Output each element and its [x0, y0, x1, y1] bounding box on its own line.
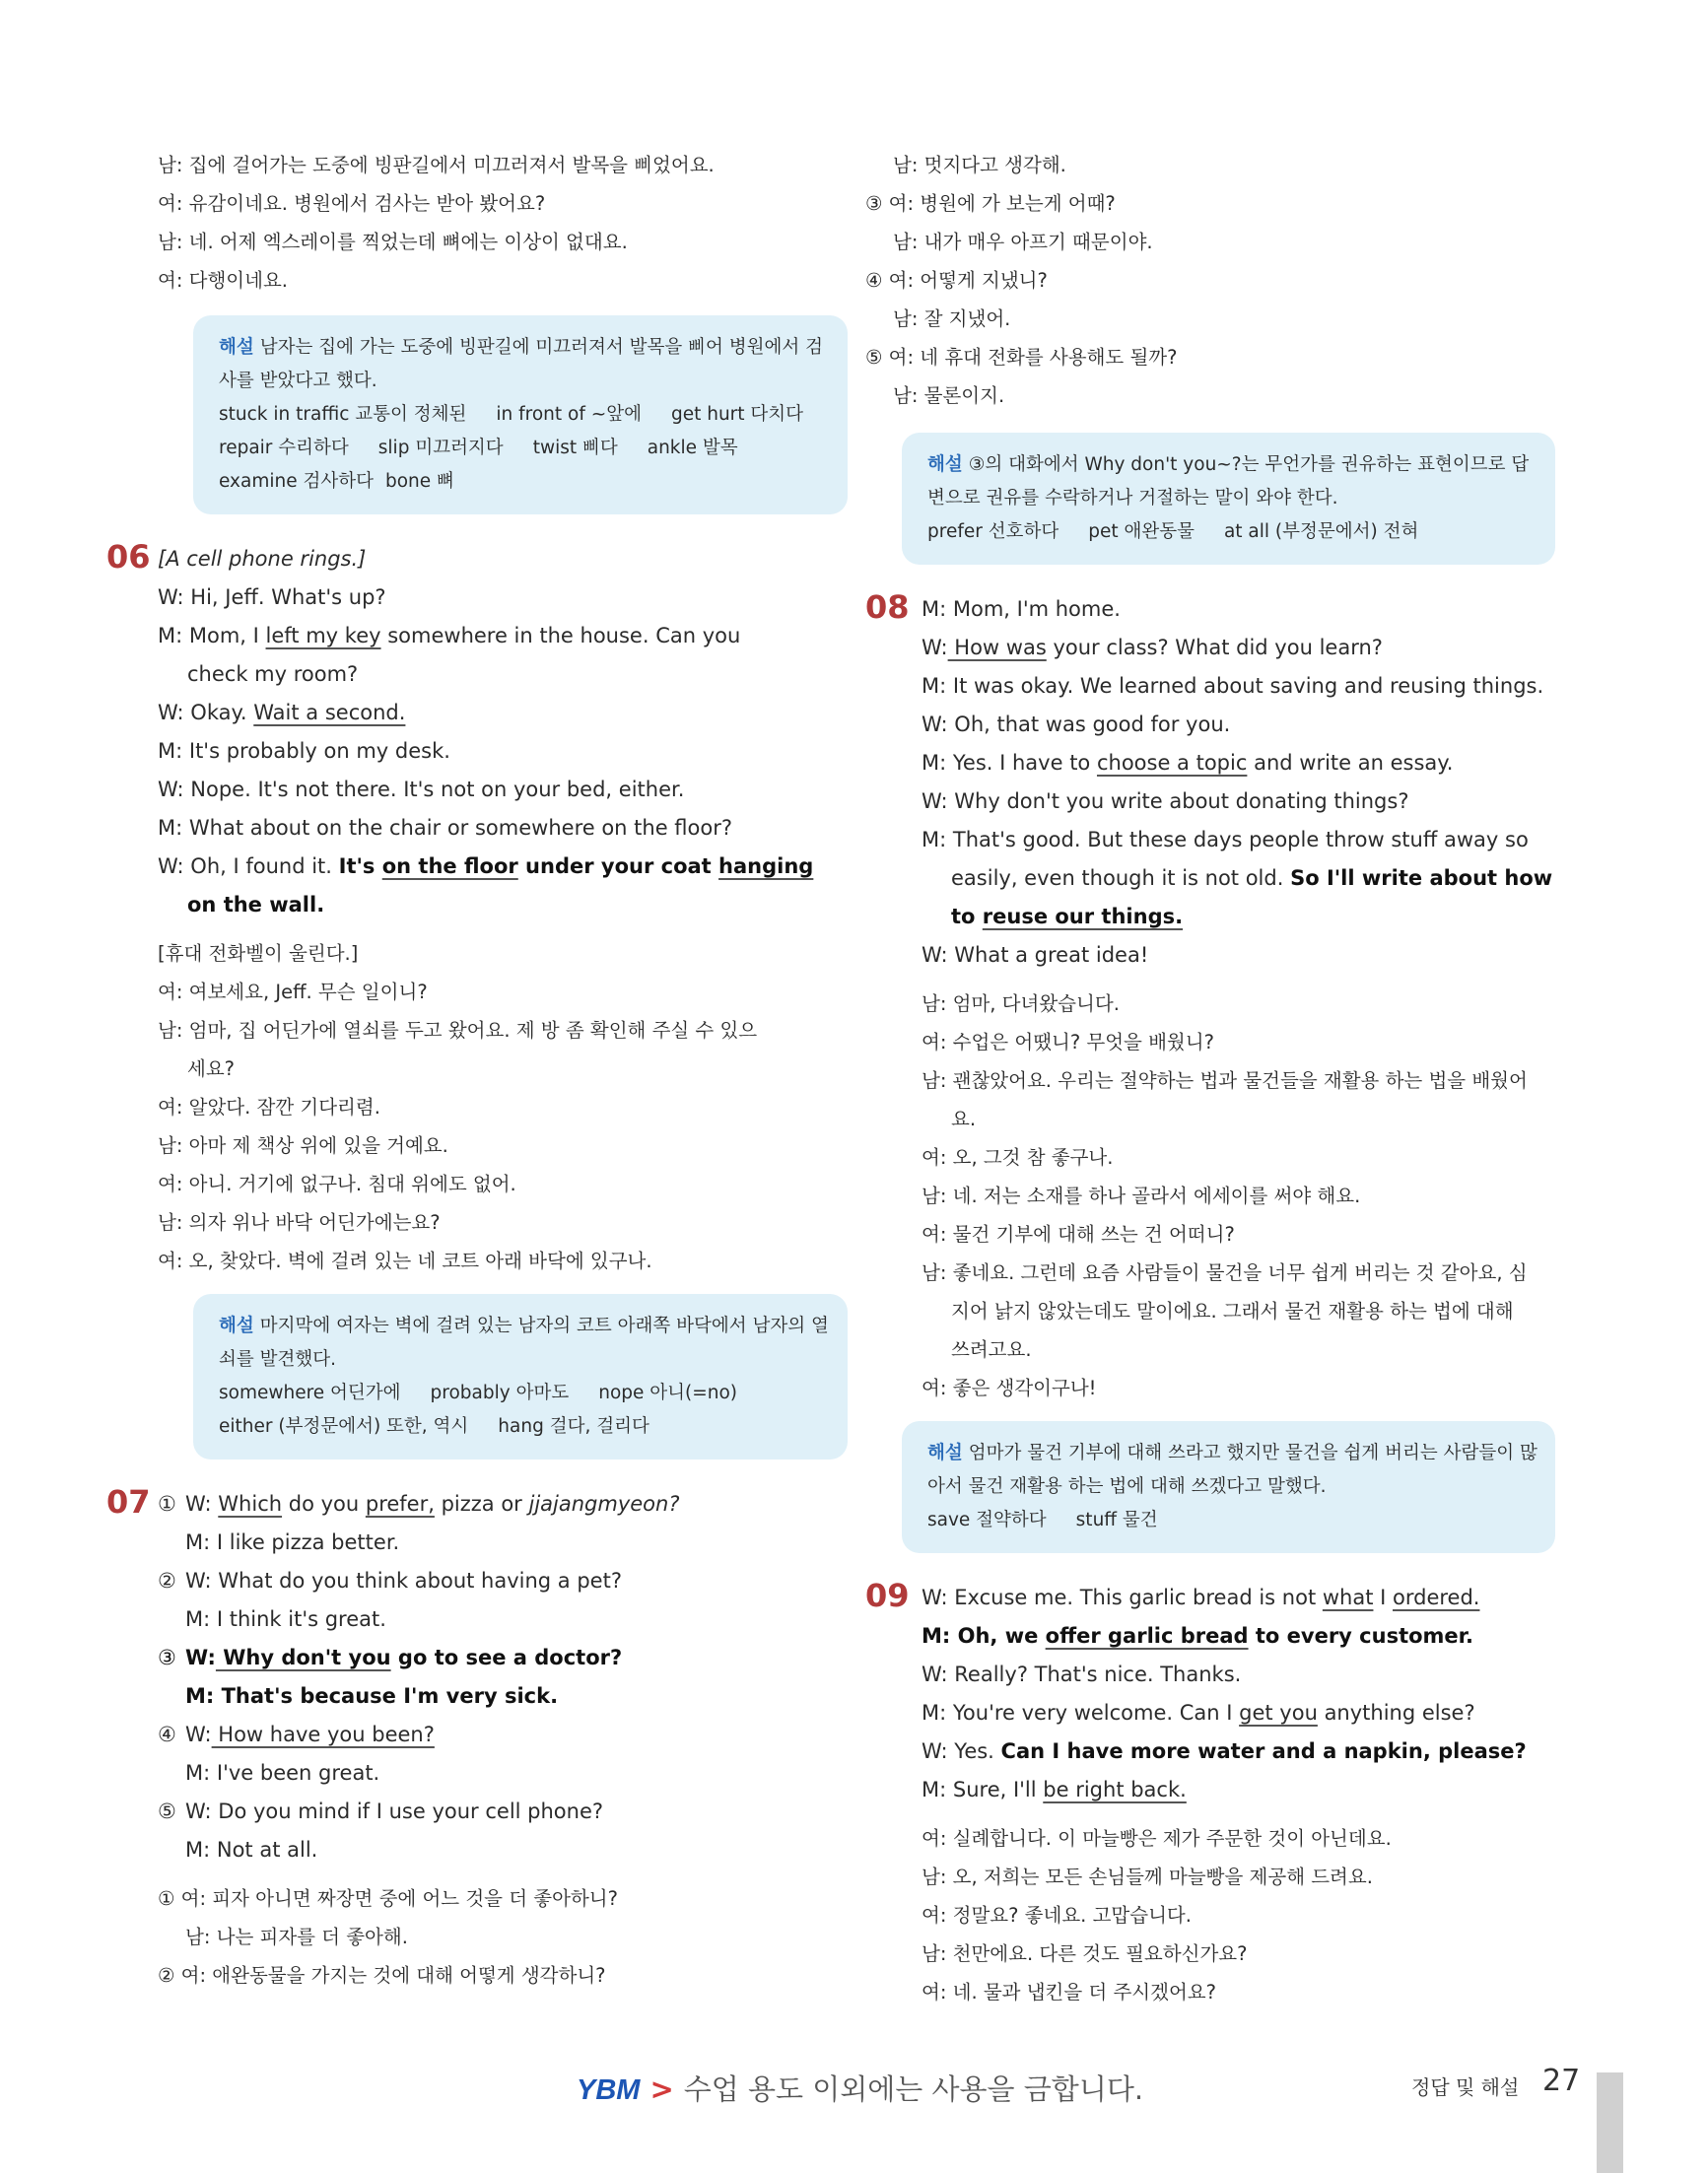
dialogue-text: Oh, we: [950, 1624, 1046, 1648]
section-08-korean: [865, 985, 1555, 1407]
question-number: 06: [106, 538, 151, 576]
vocab-item: ankle 발목: [647, 438, 738, 458]
bold-text: It's: [338, 854, 382, 878]
bold-text: So I'll write about how: [1290, 866, 1553, 890]
vocab-line: [219, 1410, 822, 1444]
dialogue-text: That's because I'm very sick.: [214, 1684, 559, 1708]
bold-text: to: [951, 905, 983, 928]
footer-notice: [577, 2068, 1143, 2108]
vocab-item: examine 검사하다: [219, 471, 374, 492]
dialogue-text: I: [1373, 1586, 1393, 1609]
speaker: M:: [922, 828, 947, 851]
dialogue-text: Mom, I'm home.: [946, 597, 1121, 621]
speaker: M:: [922, 751, 947, 775]
korean-line: 남: 잘 지냈어.: [893, 307, 1011, 330]
vocab-item: pet 애완동물: [1088, 521, 1195, 542]
section-09-korean: [865, 1819, 1555, 2011]
korean-line: 남: 의자 위나 바닥 어딘가에는요?: [158, 1211, 441, 1234]
chevron-right-icon: >: [649, 2072, 674, 2106]
korean-line: 여: 오, 그것 참 좋구나.: [922, 1146, 1114, 1169]
korean-line: 남: 네. 저는 소재를 하나 골라서 에세이를 써야 해요.: [922, 1185, 1361, 1207]
underlined-text: get you: [1239, 1701, 1318, 1725]
korean-line: 여: 알았다. 잠깐 기다리렴.: [158, 1096, 380, 1119]
page-number: 27: [1542, 2064, 1581, 2098]
vocab-line: [219, 398, 822, 432]
korean-line: 남: 괜찮았어요. 우리는 절약하는 법과 물건들을 재활용 하는 법을 배웠어: [922, 1069, 1528, 1092]
dialogue-text: What a great idea!: [947, 943, 1149, 967]
korean-line: 남: 좋네요. 그런데 요즘 사람들이 물건을 너무 쉽게 버리는 것 같아요, 심: [922, 1261, 1528, 1284]
korean-line: 여: 좋은 생각이구나!: [922, 1377, 1097, 1399]
vocab-item: bone 뼈: [384, 471, 454, 492]
dialogue-text: Do you mind if I use your cell phone?: [211, 1800, 604, 1823]
korean-line: ① 여: 피자 아니면 짜장면 중에 어느 것을 더 좋아하니?: [158, 1887, 618, 1910]
dialogue-text: It's probably on my desk.: [182, 739, 450, 763]
section-08: [865, 590, 1555, 975]
korean-line: 남: 엄마, 집 어딘가에 열쇠를 두고 왔어요. 제 방 좀 확인해 주실 수 있으: [158, 1019, 758, 1042]
dialogue-text: That's good. But these days people throw stuff away so: [946, 828, 1529, 851]
korean-line: 여: 물건 기부에 대해 쓰는 건 어떠니?: [922, 1223, 1235, 1246]
page-edge-tab: [1597, 2072, 1623, 2173]
speaker: W:: [922, 1586, 948, 1609]
dialogue-text: Really? That's nice. Thanks.: [947, 1663, 1242, 1686]
speaker: M:: [922, 1701, 947, 1725]
right-column: [865, 146, 1555, 2025]
speaker: W:: [922, 713, 948, 736]
vocab-item: hang 걸다, 걸리다: [498, 1416, 649, 1437]
korean-line: 남: 멋지다고 생각해.: [893, 154, 1066, 176]
speaker: M:: [185, 1607, 211, 1631]
explanation-box-05: [193, 315, 848, 514]
explanation-text: 쇠를 발견했다.: [219, 1349, 336, 1370]
ybm-logo: YBM: [577, 2074, 641, 2106]
speaker: W:: [158, 778, 184, 801]
speaker: W:: [185, 1569, 212, 1593]
korean-line: 남: 나는 피자를 더 좋아해.: [185, 1926, 408, 1948]
explanation-text: 아서 물건 재활용 하는 법에 대해 쓰겠다고 말했다.: [927, 1476, 1327, 1497]
underlined-text: ordered.: [1393, 1586, 1480, 1609]
underlined-text: what: [1322, 1586, 1374, 1609]
bold-text: under your coat: [517, 854, 719, 878]
dialogue-text: Excuse me. This garlic bread is not: [947, 1586, 1323, 1609]
dialogue-text: Yes. I have to: [946, 751, 1097, 775]
choice-number: ①: [158, 1492, 176, 1516]
dialogue-text: your class? What did you learn?: [1046, 636, 1383, 659]
korean-line: ⑤ 여: 네 휴대 전화를 사용해도 될까?: [865, 346, 1178, 369]
korean-line: 여: 유감이네요. 병원에서 검사는 받아 봤어요?: [158, 192, 546, 215]
dialogue-text: go to see a doctor?: [390, 1646, 623, 1669]
speaker: W:: [158, 854, 184, 878]
speaker: M:: [922, 1778, 947, 1801]
dialogue-text: check my room?: [187, 662, 359, 686]
vocab-line: [219, 1377, 822, 1410]
korean-line: 남: 네. 어제 엑스레이를 찍었는데 뼈에는 이상이 없대요.: [158, 231, 628, 253]
vocab-item: repair 수리하다: [219, 438, 349, 458]
speaker: M:: [158, 624, 183, 647]
underlined-text: be right back.: [1043, 1778, 1187, 1801]
speaker: M:: [158, 739, 183, 763]
underlined-text: on the floor: [381, 854, 518, 878]
dialogue-text: What about on the chair or somewhere on the floor?: [182, 816, 733, 840]
dialogue-text: to every customer.: [1248, 1624, 1474, 1648]
korean-line: 남: 물론이지.: [893, 384, 1005, 407]
choice-number: ④: [158, 1723, 176, 1746]
dialogue-text: It was okay. We learned about saving and reusing things.: [946, 674, 1544, 698]
bold-text: Can I have more water and a napkin, please?: [1000, 1739, 1527, 1763]
speaker: W:: [185, 1646, 216, 1669]
korean-line: 여: 아니. 거기에 없구나. 침대 위에도 없어.: [158, 1173, 516, 1195]
korean-line: 쓰려고요.: [951, 1338, 1032, 1361]
dialogue-text: somewhere in the house. Can you: [380, 624, 741, 647]
speaker: W:: [922, 1739, 948, 1763]
vocab-item: twist 삐다: [532, 438, 618, 458]
korean-line: 남: 엄마, 다녀왔습니다.: [922, 992, 1120, 1015]
korean-line: 남: 집에 걸어가는 도중에 빙판길에서 미끄러져서 발목을 삐었어요.: [158, 154, 715, 176]
korean-line: 남: 천만에요. 다른 것도 필요하신가요?: [922, 1942, 1248, 1965]
explanation-box-07: [902, 433, 1555, 565]
underlined-text: choose a topic: [1096, 751, 1248, 775]
dialogue-text: easily, even though it is not old.: [951, 866, 1291, 890]
speaker: W:: [922, 1663, 948, 1686]
dialogue-text: Sure, I'll: [946, 1778, 1044, 1801]
korean-line: ② 여: 애완동물을 가지는 것에 대해 어떻게 생각하니?: [158, 1964, 606, 1987]
vocab-line: [219, 465, 822, 499]
vocab-item: nope 아니(=no): [598, 1383, 737, 1403]
vocab-item: probably 아마도: [430, 1383, 570, 1403]
section-06: [106, 538, 848, 924]
speaker: W:: [185, 1800, 212, 1823]
korean-line: ③ 여: 병원에 가 보는게 어때?: [865, 192, 1116, 215]
explanation-label: 해설: [927, 454, 963, 475]
dialogue-text: I've been great.: [210, 1761, 380, 1785]
explanation-label: 해설: [219, 1316, 254, 1336]
underlined-text: Wait a second.: [253, 701, 406, 724]
vocab-line: [219, 432, 822, 465]
explanation-text: ③의 대화에서 Why don't you~?는 무언가를 권유하는 표현이므로 답: [968, 454, 1530, 475]
korean-line: [휴대 전화벨이 울린다.]: [158, 942, 359, 965]
dialogue-text: Okay.: [183, 701, 254, 724]
korean-line: 남: 내가 매우 아프기 때문이야.: [893, 231, 1153, 253]
korean-line: 여: 실례합니다. 이 마늘빵은 제가 주문한 것이 아닌데요.: [922, 1827, 1392, 1850]
speaker: M:: [185, 1838, 211, 1862]
underlined-text: How have you been?: [211, 1723, 435, 1746]
underlined-text: How was: [947, 636, 1047, 659]
vocab-item: save 절약하다: [927, 1510, 1047, 1530]
section-09: [865, 1579, 1555, 1809]
korean-line: 여: 정말요? 좋네요. 고맙습니다.: [922, 1904, 1192, 1927]
korean-line: 남: 오, 저희는 모든 손님들께 마늘빵을 제공해 드려요.: [922, 1866, 1373, 1888]
korean-line: 남: 아마 제 책상 위에 있을 거예요.: [158, 1134, 448, 1157]
dialogue-text: Mom, I: [182, 624, 266, 647]
speaker: W:: [922, 789, 948, 813]
choice-number: ③: [158, 1646, 176, 1669]
speaker: W:: [185, 1492, 212, 1516]
bold-text: on the wall.: [187, 893, 325, 917]
speaker: W:: [158, 701, 184, 724]
vocab-item: either (부정문에서) 또한, 역시: [219, 1416, 469, 1437]
copyright-notice: 수업 용도 이외에는 사용을 금합니다.: [683, 2072, 1144, 2106]
vocab-item: in front of ~앞에: [496, 404, 642, 425]
speaker: M:: [185, 1684, 215, 1708]
question-number: 08: [865, 588, 910, 626]
dialogue-text: anything else?: [1317, 1701, 1475, 1725]
vocab-line: [927, 1504, 1530, 1537]
underlined-text: offer garlic bread: [1045, 1624, 1249, 1648]
korean-line: 여: 오, 찾았다. 벽에 걸려 있는 네 코트 아래 바닥에 있구나.: [158, 1250, 652, 1272]
section-07-korean-cont: [865, 146, 1555, 415]
speaker: M:: [158, 816, 183, 840]
speaker: M:: [185, 1761, 211, 1785]
speaker: M:: [922, 674, 947, 698]
vocab-line: [927, 515, 1530, 549]
underlined-text: left my key: [265, 624, 381, 647]
korean-line: 여: 수업은 어땠니? 무엇을 배웠니?: [922, 1031, 1214, 1053]
underlined-text: Which: [218, 1492, 283, 1516]
dialogue-text: Oh, I found it.: [183, 854, 339, 878]
speaker: W:: [922, 636, 948, 659]
vocab-item: prefer 선호하다: [927, 521, 1059, 542]
explanation-text: 사를 받았다고 했다.: [219, 371, 377, 391]
section-06-korean: [158, 934, 848, 1280]
speaker: M:: [922, 597, 947, 621]
explanation-box-06: [193, 1294, 848, 1460]
korean-line: 여: 여보세요, Jeff. 무슨 일이니?: [158, 981, 428, 1003]
korean-line: ④ 여: 어떻게 지냈니?: [865, 269, 1048, 292]
dialogue-text: What do you think about having a pet?: [211, 1569, 622, 1593]
korean-line: 여: 네. 물과 냅킨을 더 주시겠어요?: [922, 1981, 1216, 2003]
explanation-text: 마지막에 여자는 벽에 걸려 있는 남자의 코트 아래쪽 바닥에서 남자의 열: [259, 1316, 829, 1336]
underlined-text: prefer,: [365, 1492, 435, 1516]
dialogue-text: You're very welcome. Can I: [946, 1701, 1240, 1725]
vocab-item: somewhere 어딘가에: [219, 1383, 401, 1403]
choice-number: ②: [158, 1569, 176, 1593]
explanation-text: 엄마가 물건 기부에 대해 쓰라고 했지만 물건을 쉽게 버리는 사람들이 많: [968, 1443, 1537, 1463]
vocab-item: stuff 물건: [1075, 1510, 1158, 1530]
choice-number: ⑤: [158, 1800, 176, 1823]
dialogue-text: pizza or: [434, 1492, 529, 1516]
korean-line: 지어 낡지 않았는데도 말이에요. 그래서 물건 재활용 하는 법에 대해: [951, 1300, 1514, 1323]
italic-text: jjajangmyeon?: [528, 1492, 680, 1516]
dialogue-text: Oh, that was good for you.: [947, 713, 1231, 736]
vocab-item: get hurt 다치다: [670, 404, 804, 425]
dialogue-text: Hi, Jeff. What's up?: [183, 585, 386, 609]
korean-line: 여: 다행이네요.: [158, 269, 288, 292]
explanation-label: 해설: [219, 337, 254, 358]
explanation-label: 해설: [927, 1443, 963, 1463]
question-number: 09: [865, 1577, 910, 1614]
question-number: 07: [106, 1483, 151, 1521]
speaker: W:: [185, 1723, 212, 1746]
dialogue-text: I think it's great.: [210, 1607, 386, 1631]
vocab-item: stuck in traffic 교통이 정체된: [219, 404, 467, 425]
page-section-label: 정답 및 해설: [1411, 2075, 1520, 2099]
speaker: W:: [158, 585, 184, 609]
vocab-item: slip 미끄러지다: [377, 438, 504, 458]
dialogue-text: Not at all.: [210, 1838, 318, 1862]
dialogue-text: Why don't you write about donating things?: [947, 789, 1409, 813]
explanation-text: 변으로 권유를 수락하거나 거절하는 말이 와야 한다.: [927, 488, 1338, 509]
speaker: M:: [185, 1530, 211, 1554]
explanation-text: 남자는 집에 가는 도중에 빙판길에 미끄러져서 발목을 삐어 병원에서 검: [259, 337, 823, 358]
left-column: [106, 146, 848, 2008]
underlined-text: reuse our things.: [982, 905, 1184, 928]
dialogue-text: Nope. It's not there. It's not on your bed, either.: [183, 778, 685, 801]
korean-line: 세요?: [187, 1057, 236, 1080]
korean-line: 요.: [951, 1108, 977, 1130]
explanation-box-08: [902, 1421, 1555, 1553]
vocab-item: at all (부정문에서) 전혀: [1223, 521, 1419, 542]
speaker: W:: [922, 943, 948, 967]
stage-direction: [A cell phone rings.]: [158, 547, 367, 571]
speaker: M:: [922, 1624, 951, 1648]
underlined-text: hanging: [718, 854, 814, 878]
dialogue-text: I like pizza better.: [210, 1530, 400, 1554]
dialogue-text: do you: [282, 1492, 366, 1516]
section-07: [106, 1483, 848, 1869]
section-05-korean: [158, 146, 848, 300]
section-07-korean: [158, 1879, 848, 1995]
dialogue-text: Yes.: [947, 1739, 1001, 1763]
underlined-text: Why don't you: [215, 1646, 391, 1669]
dialogue-text: and write an essay.: [1247, 751, 1454, 775]
